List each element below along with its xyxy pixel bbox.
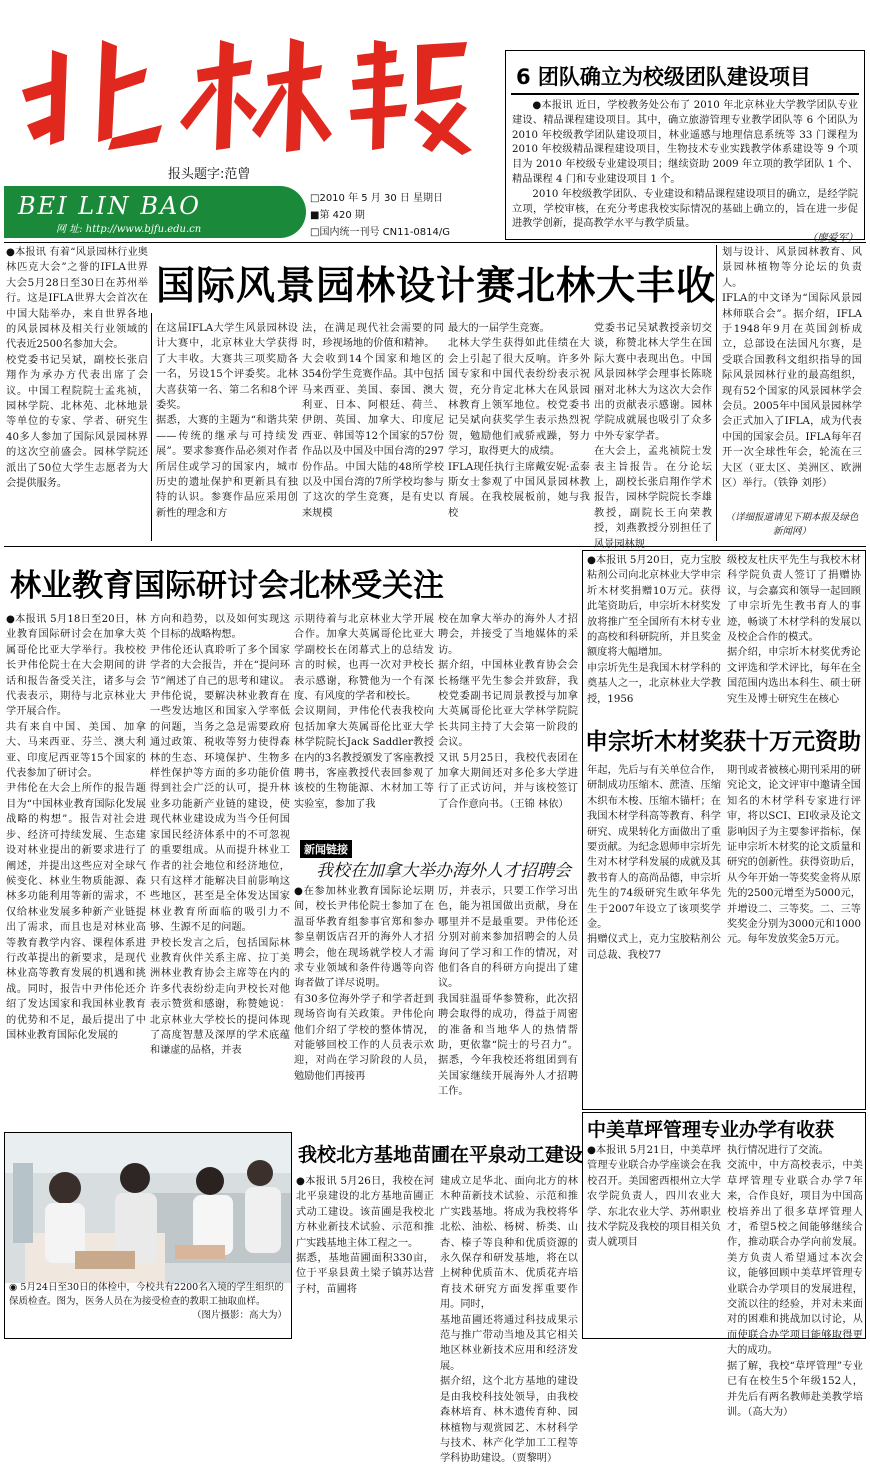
camera-icon: ◉ [9, 1282, 18, 1293]
issue-cn-row: □国内统一刊号 CN11-0814/G [310, 227, 450, 238]
story-forestry-col-1: ●本报讯 5月18日至20日，林业教育国际研讨会在加拿大英属哥伦比亚大学举行。我校校长尹伟伦院士在大会期间的讲话和报告备受关注，诸多与会代表表示，期待与北京林业大学开展合作。 共有来自中国、美国、加拿大、马来西亚、芬兰、澳大利亚、印度尼西亚等15个国家的代表参加了研讨会。 尹伟伦在大会上所作的报告题目为“中国林业教育国际化发展战略的构想”。报告对社会进步、经济可持续发展、生态建设对林业提出的新要求进行了阐述，并提出这些应对全球气候变化、林业生物质能源、森林多功能利用等新的需求，不仅给林业发展多种新产业链提出了需求，而且也是对林业高等教育教学内容、课程体系进行改革提出的新要求，是现代林业高等教育发展的机遇和挑战。同时，报告中尹伟伦还介绍了发达国家和我国林业教育的优势和不足，最后提出了中国林业教育国际化发展的 [6, 614, 146, 1041]
website-label: 网 址: [56, 224, 83, 235]
story-nursery-col-2: 建成立足华北、面向北方的林木种苗新技术试验、示范和推广实践基地。将成为我校将华北松、油松、杨树、桥类、山杏、榛子等良种和优质资源的永久保存和研发基地，将在以上树种优质苗木、优质花卉培育技术研究方面发挥重要作用。同时， 基地苗圃还将通过科技成果示范与推广带动当地及其它相关地区林业新技术应用和经济发展。 据介绍，这个北方基地的建设是由我校科技处领导，由我校森林培育、林木遗传育种、园林植物与观赏园艺、木材科学与技术、林产化学加工工程等学科协助建设。（贾黎明） [440, 1176, 578, 1465]
story-turf-col-1: ●本报讯 5月21日，中美草坪管理专业联合办学座谈会在我校召开。美国密西根州立大学农学院负责人，四川农业大学、东北农业大学、苏州职业技术学院及我校的项目相关负责人就项目 [587, 1145, 721, 1249]
website-line [56, 220, 201, 235]
issue-number: 第 420 期 [319, 210, 365, 221]
paragraph: ●本报讯 近日，学校教务处公布了 2010 年北京林业大学教学团队专业建设、精品课程建设项目。其中，确立旅游管理专业教学团队等 6 个团队为 2010 年校级教学团队建设项目，林业遥感与地理信息系统等 33 门课程为 2010 年校级精品课程建设项目，生物技术专业实践教学体系建设等 9 个项目为 2010 年校级专业建设项目；继续资助 2009 年立项的教学团队 1 个、精品课程 4 门和专业建设项目 1 个。 [512, 100, 858, 185]
medical-checkup-photo [5, 1133, 291, 1283]
story-turf-headline: 中美草坪管理专业办学有收获 [587, 1119, 835, 1141]
issue-info [310, 190, 502, 241]
headline-rule [511, 93, 859, 95]
paragraph: 2010 年校级教学团队、专业建设和精品课程建设项目的确立，是经学院立项，学校审核，在充分考虑我校实际情况的基础上确立的，旨在进一步促进教学创新，提高教学水平与教学质量。 [512, 188, 858, 230]
story-ifla-note: （详细报道请见下期本报及绿色新闻网） [725, 512, 859, 537]
issue-cn: 国内统一刊号 CN11-0814/G [319, 227, 450, 238]
photo-caption-text: 5月24日至30日的体检中，今校共有2200名入境的学生组织的保质检查。图为，医务人员在为接受检查的教职工抽取血样。 [9, 1282, 284, 1307]
story-ifla [4, 242, 866, 550]
story-team-projects-headline: 6 团队确立为校级团队建设项目 [516, 65, 811, 89]
story-team-projects-body [512, 99, 858, 247]
story-turf-management [582, 1112, 866, 1418]
logo-calligraphy-icon [12, 30, 482, 160]
news-link-col-1: ●在参加林业教育国际论坛期间，校长尹伟伦院士参加了在温哥华教育组参事官郑和参办参皇朝饭店召开的海外人才招聘会，他在现场就学校人才需求专业领域和条件待遇等向咨询者做了详尽说明。 有30多位海外学子和学者赶到现场咨询有关政策。尹伟伦向他们介绍了学校的整体情况，对能够回校工作的人员表示欢迎，对尚在学习阶段的人员，勉励他们再接再 [294, 886, 434, 1082]
story-forestry-education-headline: 林业教育国际研讨会北林受关注 [10, 568, 444, 604]
story-turf-col-2: 执行情况进行了交流。 交流中，中方高校表示，中美草坪管理专业联合办学7年来，合作良好，项目为中国高校培养出了很多草坪管理人才，希望5校之间能够继续合作，推动联合办学向前发展。美方负责人希望通过本次会议，能够回顾中美草坪管理专业联合办学项目的发展进程，交流以往的经验，并对未来面对的困难和挑战加以讨论，从而使联合办学项目能够取得更大的成功。 据了解，我校“草坪管理”专业已有在校生5个年级152人，并先后有两名教师赴美教学培训。（高大为） [727, 1145, 863, 1418]
website-link[interactable]: http://www.bjfu.edu.cn [85, 224, 202, 235]
story-ifla-headline: 国际风景园林设计赛北林大丰收 [156, 264, 717, 309]
story-ifla-col-1: ●本报讯 有着“风景园林行业奥林匹克大会”之誉的IFLA世界大会5月28日至30日在苏州举行。这是IFLA世界大会首次在中国大陆举办，来自世界各地的风景园林及相关行业领域的代表近2500名参加大会。 校党委书记吴斌，副校长张启翔作为承办方代表出席了会议。中国工程院院士孟兆祯，园林学院、北林苑、北林地景等单位的专家、学者、研究生40多人参加了国际风景园林界的这次空前盛会。园林学院还派出了50位大学生志愿者为大会提供服务。 [6, 247, 148, 490]
story-team-projects [505, 50, 865, 245]
story-wood-award-headline: 申宗圻木材奖获十万元资助 [585, 729, 861, 755]
newspaper-logo [12, 30, 482, 160]
news-link-label: 新闻链接 [300, 840, 352, 858]
issue-date: 2010 年 5 月 30 日 星期日 [319, 193, 444, 204]
story-ifla-col-3: 法，在满足现代社会需要的同时，珍视场地的价值和精神。 大会收到14个国家和地区的354份学生竞赛作品。其中包括马来西亚、美国、泰国、澳大利亚、日本、阿根廷、荷兰、伊朗、英国、加拿大、印度尼西亚、韩国等12个国家的57份作品以及中国及中国台湾的297份作品。中国大陆的48所学校以及中国台湾的7所学校均参与了这次的学生竞赛，是有史以来规模 [302, 323, 444, 519]
story-forestry-education [4, 550, 582, 1130]
issue-date-row: □2010 年 5 月 30 日 星期日 [310, 193, 444, 204]
logo-caption: 报头题字:范曾 [168, 167, 251, 182]
story-ifla-col-6: 划与设计、风景园林教育、风景园林植物等分论坛的负责人。 IFLA的中文译为“国际风景园林师联合会”。据介绍，IFLA于1948年9月在英国剑桥成立，总部设在法国凡尔赛，是受联合国教科文组织指导的国际风景园林行业的最高组织，现有52个国家的风景园林学会会员。2005年中国风景园林学会正式加入了IFLA，成为代表中国的国家会员。IFLA每年召开一次全球性年会，轮流在三大区（亚太区、美洲区、欧洲区）举行。（铁铮 刘彤） [722, 247, 862, 490]
story-nursery [294, 1132, 584, 1465]
story-nursery-headline: 我校北方基地苗圃在平泉动工建设 [298, 1144, 584, 1166]
story-wood-award [582, 550, 866, 1110]
latin-title-band [4, 186, 306, 238]
story-wood-col-1: ●本报讯 5月20日，克力宝胶粘剂公司向北京林业大学申宗圻木材奖捐赠10万元。获得此笔资助后，申宗圻木材奖发放将推广至全国所有木材专业的高校和科研院所，并且奖金额度将大幅增加。 申宗圻先生是我国木材学科的奠基人之一，北京林业大学教授，1956 [587, 555, 721, 705]
byline: （廖爱军） [807, 233, 858, 245]
photo-block [4, 1132, 292, 1339]
story-ifla-col-4: 最大的一届学生竞赛。 北林大学生获得如此佳绩在大会上引起了很大反响。许多外国专家和中国代表纷纷表示祝贺，充分肯定北林大在风景园林教育上领军地位。校党委书记吴斌向获奖学生表示热烈祝贺，勉励他们戒骄戒躁，努力学习，取得更大的成绩。 IFLA现任执行主席戴安妮·孟泰斯女士参观了中国风景园林教育展。在我校展板前，她与我校 [448, 323, 590, 519]
story-forestry-col-4: 校在加拿大举办的海外人才招聘会，并接受了当地媒体的采访。 据介绍，中国林业教育协会会长杨继平先生参会并致辞，我校党委副书记周景教授与加拿大英属哥伦比亚大学林学院院长共同主持了大会第一阶段的会议。 又讯 5月25日，我校代表团在加拿大期间还对多伦多大学进行了正式访问，并与该校签订了合作意向书。（王锦 林依） [438, 614, 578, 810]
story-ifla-col-2: 在这届IFLA大学生风景园林设计大赛中，北京林业大学获得了大丰收。大赛共三项奖励各一名，另设15个评委奖。北林大喜获第一名、第二名和8个评委奖。 据悉，大赛的主题为“和谐共荣——传统的继承与可持续发展”。要求参赛作品必须对作者所居住或学习的国家内，城市历史的遗址保护和更新具有独特的认识。参赛作品应采用创新性的理念和方 [156, 323, 298, 519]
masthead [0, 0, 505, 240]
story-nursery-col-1: ●本报讯 5月26日，我校在河北平泉建设的北方基地苗圃正式动工建设。该苗圃是我校北方林业新技术试验、示范和推广实践基地主体工程之一。 据悉，基地苗圃面积330亩，位于平泉县黄土梁子镇苏达营子村，苗圃将 [296, 1176, 434, 1295]
story-wood-col-2: 级校友杜庆平先生与我校木材科学院负责人签订了捐赠协议，与会嘉宾和领导一起回顾了申宗圻先生教书育人的事迹，畅谈了木材学科的发展以及校企合作的模式。 据介绍，申宗圻木材奖优秀论文评选和学术评比，每年在全国范围内选出本科生、硕士研究生及博士研究生在核心 [727, 555, 861, 705]
story-forestry-col-3: 示期待着与北京林业大学开展合作。加拿大英属哥伦比亚大学副校长在闭幕式上的总结发言的时候，也再一次对尹校长表示感谢，称赞他为一个有深度、有风度的学者和校长。 会议期间，尹伟伦代表我校向包括加拿大英属哥伦比亚大学林学院院长Jack Saddler教授在内的3名教授颁发了客座教授聘书，客座教授代表回参观了该校的生物能源、木材加工等实验室，参加了我 [294, 614, 434, 810]
photo-caption [9, 1281, 287, 1338]
column-rule [716, 245, 717, 541]
photo-credit: （图片摄影：高大为） [191, 1310, 287, 1321]
latin-title: BEI LIN BAO [18, 192, 201, 220]
column-rule [151, 313, 152, 541]
story-forestry-col-2: 方向和趋势，以及如何实现这个目标的战略构想。 尹伟伦还认真聆听了多个国家学者的大会报告，并在“提问环节”阐述了自己的思考和建议。尹伟伦说，要解决林业教育在一些发达地区和国家入学率低的问题，当务之急是需要政府通过政策、税收等努力使得森林的生态、环境保护、生物多样性保护等方面的多功能价值得到社会广泛的认可，提升林业多功能新产业链的建设，使现代林业建设成为当今任何国家国民经济体系中的不可忽视的重要组成。从而提升林业工作者的社会地位和经济地位，只有这样才能解决目前影响这些地区，甚至是全体发达国家林业教育所面临的吸引力不够、生源不足的问题。 尹校长发言之后，包括国际林业教育伙伴关系主席、拉丁美洲林业教育协会主席等在内的许多代表纷纷走向尹校长对他表示赞赏和感谢，称赞她说：北京林业大学校长的提问体现了高度智慧及深厚的学术底蕴和谦虚的品格，并表 [150, 614, 290, 1057]
news-link-col-2: 厉，并表示，只要工作学习出色，能为祖国做出贡献，身在哪里并不是最重要。尹伟伦还分别对前来参加招聘会的人员询问了学习和工作的情况，对他们各自的科研方向提出了建议。 我国驻温哥华参赞称，此次招聘会取得的成功，得益于周密的准备和当地华人的热情帮助，更依靠“院士的号召力”。据悉，今年我校还将组团到有关国家继续开展海外人才招聘工作。 [438, 886, 578, 1098]
news-link-headline: 我校在加拿大举办海外人才招聘会 [316, 861, 571, 881]
story-ifla-col-5: 党委书记吴斌教授亲切交谈，称赞北林大学生在国际大赛中表现出色。中国风景园林学会理事长陈晓丽对北林大为这次大会作出的贡献表示感谢。园林学院成就展也吸引了众多中外专家学者。 在大会上，孟兆祯院士发表主旨报告。在分论坛上，副校长张启翔作学术报告，园林学院院长李雄教授，副院长王向荣教授，刘燕教授分别担任了风景园林规 [594, 323, 712, 550]
story-wood-col-4: 期刊或者被核心期刊采用的研究论文，论文评审中邀请全国知名的木材学科专家进行评审，将以SCI、EI收录及论文影响因子为主要参评指标，保证申宗圻木材奖的论文质量和研究的创新性。获得资助后，从今年开始一等奖奖金将从原先的2500元增至为5000元，并增设二、三等奖。二、三等奖奖金分别为3000元和1000元。每年发放奖金5万元。 [727, 765, 861, 946]
issue-number-row: ■第 420 期 [310, 210, 365, 221]
story-wood-col-3: 年起，先后与有关单位合作，研制成功压缩木、蔗渣、压缩木织布木梭、压缩木锚杆；在我国木材学科高等教育、科学研究、成果转化方面做出了重要贡献。为纪念恩师申宗圻先生对木材学科发展的成就及其教书育人的高尚品德，申宗圻先生的74级研究生欧年华先生于2007年设立了该项奖学金。 捐赠仪式上，克力宝胶粘剂公司总裁、我校77 [587, 765, 721, 961]
